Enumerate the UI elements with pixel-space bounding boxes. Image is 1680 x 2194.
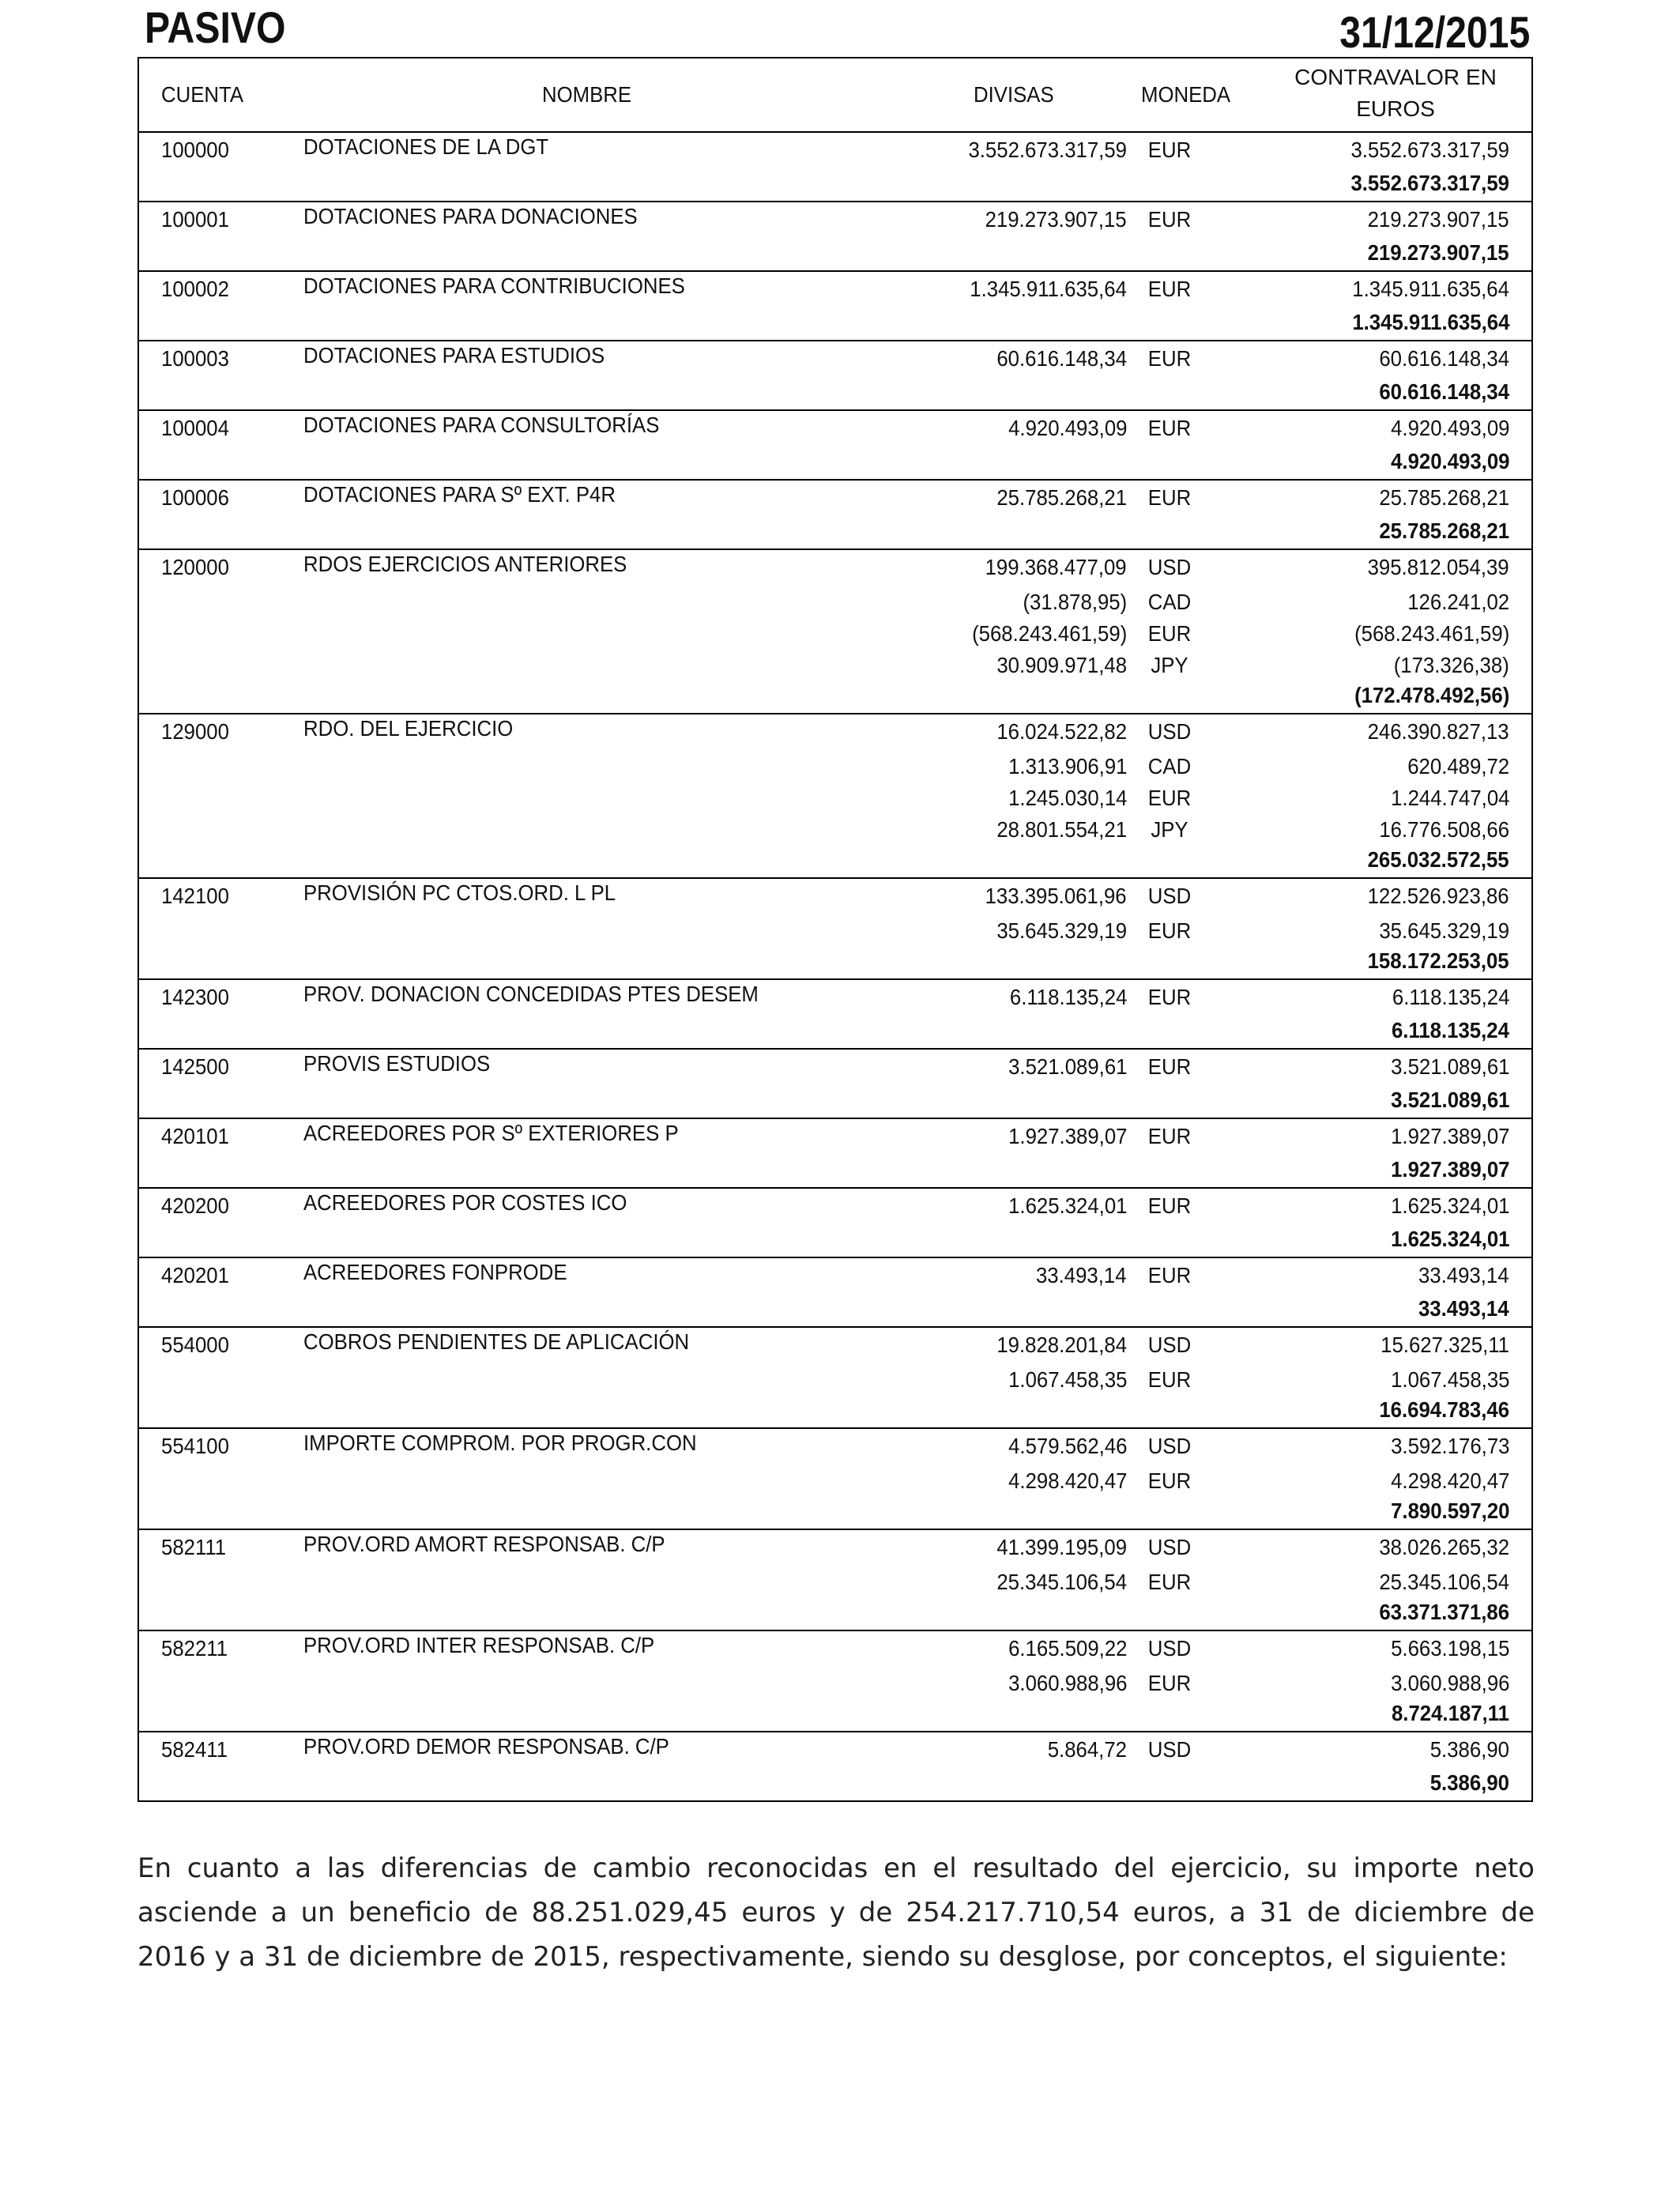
account-total-line: [139, 945, 1531, 978]
currency-line: 582411 PROV.ORD DEMOR RESPONSAB. C/P 5.864,72 USD 5.386,90: [161, 1734, 1509, 1762]
currency-line: (31.878,95) CAD 126.241,02: [139, 585, 1531, 616]
amount-euros: 4.920.493,09: [1390, 416, 1509, 440]
account-row: [139, 1119, 1531, 1189]
amount-divisas: 3.552.673.317,59: [968, 138, 1127, 162]
account-row: [139, 341, 1531, 411]
amount-divisas: 219.273.907,15: [985, 207, 1127, 232]
amount-divisas: 133.395.061,96: [985, 884, 1127, 908]
amount-euros: 1.067.458,35: [1390, 1367, 1509, 1392]
account-row: [139, 411, 1531, 481]
account-total-line: [139, 1767, 1531, 1800]
amount-euros: 1.927.389,07: [1390, 1124, 1509, 1148]
account-total-line: [139, 1015, 1531, 1048]
currency-line: 30.909.971,48 JPY (173.326,38): [139, 648, 1531, 680]
table-header: [139, 58, 1531, 133]
currency-line: 582211 PROV.ORD INTER RESPONSAB. C/P 6.165.509,22 USD 5.663.198,15: [161, 1633, 1509, 1661]
account-total: 1.927.389,07: [1390, 1157, 1509, 1182]
account-row: [139, 202, 1531, 272]
account-code: 420200: [161, 1193, 229, 1218]
account-total: 219.273.907,15: [1367, 240, 1509, 265]
amount-euros: 3.592.176,73: [1390, 1434, 1509, 1458]
account-total-line: [139, 1495, 1531, 1529]
column-header-contravalor: CONTRAVALOR EN EUROS: [1294, 65, 1497, 121]
amount-euros: 3.521.089,61: [1390, 1054, 1509, 1079]
amount-divisas: 4.579.562,46: [1008, 1434, 1127, 1458]
account-row: [139, 714, 1531, 879]
account-name: ACREEDORES FONPRODE: [303, 1260, 567, 1284]
amount-euros: 5.386,90: [1430, 1737, 1509, 1762]
account-total: 7.890.597,20: [1390, 1498, 1509, 1523]
account-name: PROVISIÓN PC CTOS.ORD. L PL: [303, 880, 616, 905]
amount-divisas: 5.864,72: [1047, 1737, 1127, 1762]
amount-euros: 246.390.827,13: [1367, 719, 1509, 744]
account-code: 142100: [161, 884, 229, 908]
amount-divisas: (568.243.461,59): [971, 621, 1127, 646]
amount-divisas: 1.345.911.635,64: [970, 277, 1127, 301]
amount-euros: 60.616.148,34: [1379, 346, 1509, 371]
amount-divisas: 1.313.906,91: [1008, 754, 1127, 778]
account-code: 142500: [161, 1054, 229, 1079]
currency-line: 582111 PROV.ORD AMORT RESPONSAB. C/P 41.399.195,09 USD 38.026.265,32: [161, 1532, 1509, 1559]
table-body: [139, 133, 1531, 1800]
currency-line: 1.313.906,91 CAD 620.489,72: [139, 749, 1531, 781]
currency-line: 100006 DOTACIONES PARA Sº EXT. P4R 25.785.268,21 EUR 25.785.268,21: [161, 482, 1509, 510]
account-row: [139, 1530, 1531, 1631]
account-row: [139, 1189, 1531, 1258]
currency-line: 28.801.554,21 JPY 16.776.508,66: [139, 812, 1531, 844]
account-name: DOTACIONES DE LA DGT: [303, 134, 549, 159]
amount-euros: 33.493,14: [1418, 1263, 1509, 1287]
account-name: PROV.ORD DEMOR RESPONSAB. C/P: [303, 1734, 669, 1759]
account-code: 129000: [161, 719, 229, 744]
amount-divisas: 1.625.324,01: [1008, 1193, 1127, 1218]
amount-divisas: 60.616.148,34: [996, 346, 1127, 371]
account-total: 63.371.371,86: [1379, 1600, 1509, 1624]
account-row: [139, 1258, 1531, 1328]
amount-euros: 4.298.420,47: [1390, 1468, 1509, 1493]
account-row: [139, 1429, 1531, 1530]
amount-euros: 219.273.907,15: [1367, 207, 1509, 232]
amount-euros: 620.489,72: [1407, 754, 1509, 778]
account-row: [139, 550, 1531, 714]
account-name: ACREEDORES POR COSTES ICO: [303, 1190, 627, 1215]
account-code: 120000: [161, 555, 229, 579]
account-total: 4.920.493,09: [1390, 449, 1509, 473]
account-total: 16.694.783,46: [1379, 1397, 1509, 1422]
account-total-line: [139, 307, 1531, 340]
account-total: 6.118.135,24: [1392, 1018, 1509, 1042]
amount-euros: 15.627.325,11: [1381, 1333, 1509, 1357]
amount-divisas: 19.828.201,84: [996, 1333, 1127, 1357]
account-code: 420101: [161, 1124, 229, 1148]
currency-line: 100000 DOTACIONES DE LA DGT 3.552.673.317,59 EUR 3.552.673.317,59: [161, 134, 1509, 162]
account-row: [139, 1328, 1531, 1429]
account-total-line: [139, 844, 1531, 877]
amount-divisas: 35.645.329,19: [996, 918, 1127, 943]
account-row: [139, 133, 1531, 202]
amount-divisas: 41.399.195,09: [996, 1535, 1127, 1559]
amount-divisas: 33.493,14: [1036, 1263, 1127, 1287]
explanatory-paragraph: En cuanto a las diferencias de cambio reconocidas en el resultado del ejercicio, su importe neto asciende a un beneficio de 88.251.029,45 euros y de 254.217.710,54 euros, a 31 de diciembre de 2016 y a 31 de diciembre de 2015, respectivamente, siendo su desglose, por conceptos, el siguiente:: [137, 1853, 1535, 1973]
account-total-line: [139, 515, 1531, 548]
account-row: [139, 980, 1531, 1050]
currency-line: 100002 DOTACIONES PARA CONTRIBUCIONES 1.345.911.635,64 EUR 1.345.911.635,64: [161, 273, 1509, 301]
account-name: RDO. DEL EJERCICIO: [303, 716, 514, 741]
amount-euros: (173.326,38): [1393, 653, 1509, 677]
currency-line: 1.245.030,14 EUR 1.244.747,04: [139, 781, 1531, 812]
amount-divisas: 6.165.509,22: [1008, 1636, 1127, 1661]
account-code: 100004: [161, 416, 229, 440]
amount-euros: 126.241,02: [1407, 590, 1509, 614]
account-total: 25.785.268,21: [1379, 518, 1509, 543]
amount-euros: 122.526.923,86: [1367, 884, 1509, 908]
account-code: 100003: [161, 346, 229, 371]
account-total: 3.552.673.317,59: [1350, 171, 1509, 195]
amount-euros: 25.345.106,54: [1379, 1570, 1509, 1594]
amount-euros: 5.663.198,15: [1390, 1636, 1509, 1661]
page-title: PASIVO: [145, 2, 286, 52]
amount-euros: 1.625.324,01: [1390, 1193, 1509, 1218]
account-total-line: [139, 237, 1531, 270]
account-total: 33.493,14: [1418, 1296, 1509, 1321]
account-code: 582411: [161, 1737, 228, 1762]
amount-euros: 25.785.268,21: [1379, 485, 1509, 510]
currency-line: 554000 COBROS PENDIENTES DE APLICACIÓN 19.828.201,84 USD 15.627.325,11: [161, 1329, 1509, 1357]
amount-divisas: 25.785.268,21: [996, 485, 1127, 510]
account-total: 5.386,90: [1430, 1770, 1509, 1795]
account-total-line: [139, 1293, 1531, 1326]
account-total: (172.478.492,56): [1354, 683, 1509, 707]
currency-line: 100004 DOTACIONES PARA CONSULTORÍAS 4.920.493,09 EUR 4.920.493,09: [161, 413, 1509, 440]
account-code: 582111: [161, 1535, 227, 1559]
amount-divisas: (31.878,95): [1023, 590, 1127, 614]
account-code: 554000: [161, 1333, 229, 1357]
amount-divisas: 6.118.135,24: [1009, 985, 1127, 1009]
amount-euros: 35.645.329,19: [1379, 918, 1509, 943]
currency-line: (568.243.461,59) EUR (568.243.461,59): [139, 616, 1531, 648]
amount-divisas: 199.368.477,09: [985, 555, 1127, 579]
account-row: [139, 1631, 1531, 1732]
currency-line: 100003 DOTACIONES PARA ESTUDIOS 60.616.148,34 EUR 60.616.148,34: [161, 343, 1509, 371]
account-code: 582211: [161, 1636, 228, 1661]
account-total-line: [139, 1394, 1531, 1427]
account-name: RDOS EJERCICIOS ANTERIORES: [303, 552, 627, 576]
amount-divisas: 28.801.554,21: [996, 817, 1127, 842]
account-total: 1.345.911.635,64: [1351, 310, 1509, 334]
amount-euros: 3.552.673.317,59: [1350, 138, 1509, 162]
currency-line: 3.060.988,96 EUR 3.060.988,96: [139, 1666, 1531, 1698]
account-total-line: [139, 680, 1531, 713]
account-total-line: [139, 446, 1531, 479]
account-row: [139, 272, 1531, 341]
account-row: [139, 879, 1531, 980]
currency-line: 129000 RDO. DEL EJERCICIO 16.024.522,82 USD 246.390.827,13: [161, 716, 1509, 744]
amount-euros: 38.026.265,32: [1379, 1535, 1509, 1559]
column-header-divisas: DIVISAS: [974, 82, 1054, 107]
report-date: 31/12/2015: [1339, 7, 1530, 57]
amount-divisas: 1.927.389,07: [1008, 1124, 1127, 1148]
amount-divisas: 3.060.988,96: [1008, 1671, 1127, 1695]
currency-line: 35.645.329,19 EUR 35.645.329,19: [139, 914, 1531, 945]
currency-line: 25.345.106,54 EUR 25.345.106,54: [139, 1565, 1531, 1596]
account-name: IMPORTE COMPROM. POR PROGR.CON: [303, 1431, 697, 1455]
account-code: 100002: [161, 277, 229, 301]
currency-line: 1.067.458,35 EUR 1.067.458,35: [139, 1363, 1531, 1394]
account-name: PROV. DONACION CONCEDIDAS PTES DESEM: [303, 982, 759, 1006]
account-name: PROV.ORD INTER RESPONSAB. C/P: [303, 1633, 655, 1657]
account-total: 158.172.253,05: [1367, 948, 1509, 973]
account-name: ACREEDORES POR Sº EXTERIORES P: [303, 1121, 679, 1145]
amount-euros: (568.243.461,59): [1354, 621, 1509, 646]
account-name: PROVIS ESTUDIOS: [303, 1051, 491, 1076]
account-total-line: [139, 1596, 1531, 1630]
amount-divisas: 30.909.971,48: [996, 653, 1127, 677]
account-total: 60.616.148,34: [1379, 379, 1509, 404]
amount-divisas: 3.521.089,61: [1008, 1054, 1127, 1079]
currency-line: 142300 PROV. DONACION CONCEDIDAS PTES DESEM 6.118.135,24 EUR 6.118.135,24: [161, 982, 1509, 1009]
account-name: DOTACIONES PARA ESTUDIOS: [303, 343, 605, 368]
amount-euros: 6.118.135,24: [1392, 985, 1509, 1009]
currency-line: 142100 PROVISIÓN PC CTOS.ORD. L PL 133.395.061,96 USD 122.526.923,86: [161, 880, 1509, 908]
currency-line: 420201 ACREEDORES FONPRODE 33.493,14 EUR 33.493,14: [161, 1260, 1509, 1287]
currency-line: 100001 DOTACIONES PARA DONACIONES 219.273.907,15 EUR 219.273.907,15: [161, 204, 1509, 232]
account-total-line: [139, 168, 1531, 201]
account-name: DOTACIONES PARA Sº EXT. P4R: [303, 482, 616, 507]
account-total-line: [139, 1154, 1531, 1187]
amount-divisas: 1.067.458,35: [1008, 1367, 1127, 1392]
account-code: 100000: [161, 138, 229, 162]
account-total: 3.521.089,61: [1390, 1088, 1509, 1112]
amount-euros: 395.812.054,39: [1367, 555, 1509, 579]
amount-euros: 1.244.747,04: [1390, 786, 1509, 810]
column-header-moneda: MONEDA: [1141, 82, 1231, 107]
amount-divisas: 16.024.522,82: [996, 719, 1127, 744]
account-row: [139, 1732, 1531, 1800]
currency-line: 420200 ACREEDORES POR COSTES ICO 1.625.324,01 EUR 1.625.324,01: [161, 1190, 1509, 1218]
account-name: COBROS PENDIENTES DE APLICACIÓN: [303, 1329, 690, 1354]
account-name: PROV.ORD AMORT RESPONSAB. C/P: [303, 1532, 665, 1556]
account-total-line: [139, 1084, 1531, 1118]
column-header-cuenta: CUENTA: [161, 82, 244, 107]
account-row: [139, 481, 1531, 550]
account-code: 100001: [161, 207, 229, 232]
currency-line: 420101 ACREEDORES POR Sº EXTERIORES P 1.927.389,07 EUR 1.927.389,07: [161, 1121, 1509, 1148]
account-name: DOTACIONES PARA DONACIONES: [303, 204, 638, 228]
account-code: 142300: [161, 985, 229, 1009]
amount-divisas: 25.345.106,54: [996, 1570, 1127, 1594]
currency-line: 4.298.420,47 EUR 4.298.420,47: [139, 1464, 1531, 1495]
account-row: [139, 1050, 1531, 1119]
currency-line: 120000 RDOS EJERCICIOS ANTERIORES 199.368.477,09 USD 395.812.054,39: [161, 552, 1509, 579]
amount-divisas: 1.245.030,14: [1008, 786, 1127, 810]
account-total-line: [139, 376, 1531, 409]
currency-line: 142500 PROVIS ESTUDIOS 3.521.089,61 EUR 3.521.089,61: [161, 1051, 1509, 1079]
account-name: DOTACIONES PARA CONSULTORÍAS: [303, 413, 660, 437]
account-code: 100006: [161, 485, 229, 510]
account-total-line: [139, 1223, 1531, 1257]
amount-euros: 3.060.988,96: [1390, 1671, 1509, 1695]
account-total-line: [139, 1698, 1531, 1731]
account-code: 420201: [161, 1263, 229, 1287]
amount-divisas: 4.298.420,47: [1008, 1468, 1127, 1493]
account-code: 554100: [161, 1434, 229, 1458]
account-total: 265.032.572,55: [1367, 847, 1509, 872]
column-header-nombre: NOMBRE: [542, 82, 632, 107]
liabilities-table: [137, 57, 1533, 1802]
amount-euros: 1.345.911.635,64: [1352, 277, 1509, 301]
currency-line: 554100 IMPORTE COMPROM. POR PROGR.CON 4.579.562,46 USD 3.592.176,73: [161, 1431, 1509, 1458]
account-total: 8.724.187,11: [1392, 1701, 1509, 1725]
account-name: DOTACIONES PARA CONTRIBUCIONES: [303, 273, 685, 298]
amount-euros: 16.776.508,66: [1379, 817, 1509, 842]
amount-divisas: 4.920.493,09: [1008, 416, 1127, 440]
account-total: 1.625.324,01: [1390, 1227, 1509, 1251]
